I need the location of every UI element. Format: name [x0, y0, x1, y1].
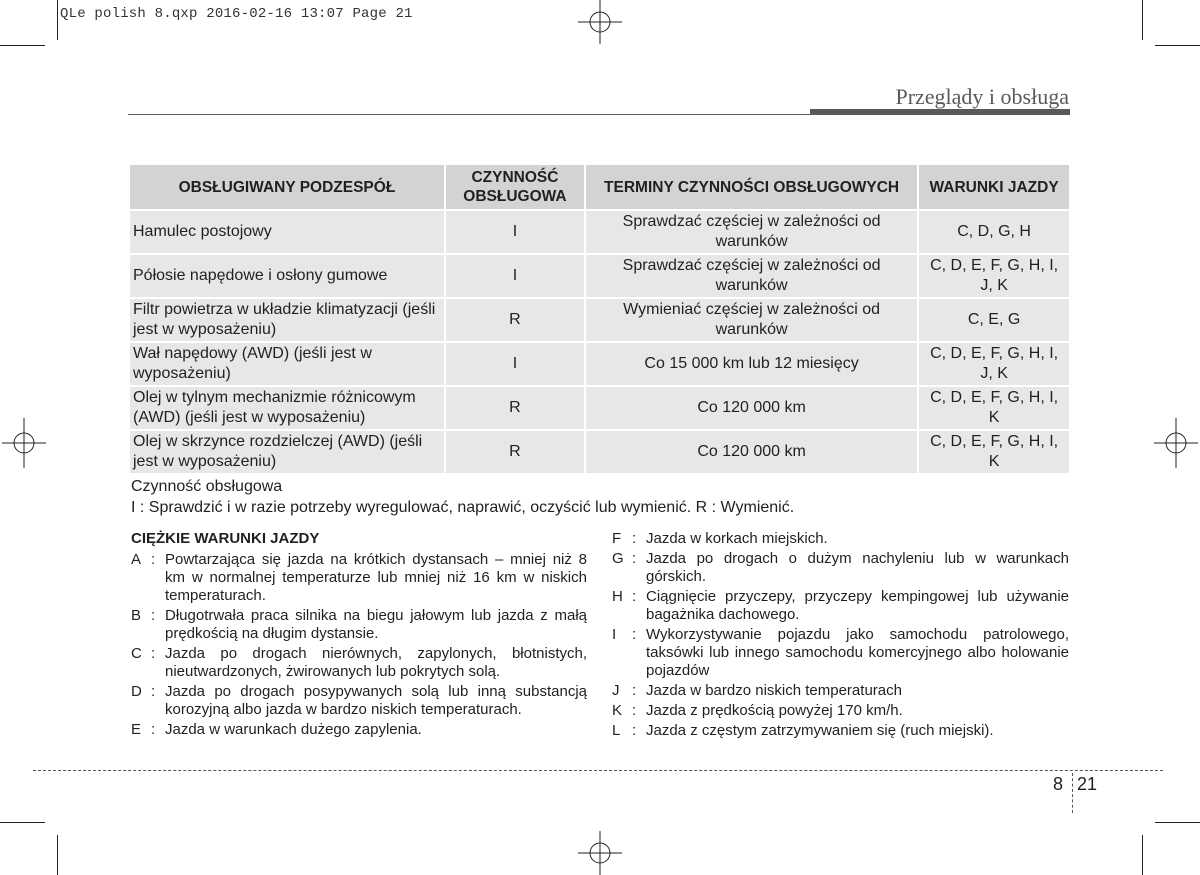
condition-text: Długotrwała praca silnika na biegu jałowym lub jazda z małą prędkością na długim dystansie. [165, 607, 587, 642]
footer-divider [33, 770, 1163, 771]
crop-mark [57, 0, 58, 40]
condition-item: H : Ciągnięcie przyczepy, przyczepy kempingowej lub używanie bagażnika dachowego. [612, 588, 1069, 623]
condition-text: Jazda w warunkach dużego zapylenia. [165, 721, 422, 738]
registration-mark-left [2, 416, 46, 470]
condition-text: Wykorzystywanie pojazdu jako samochodu patrolowego, taksówki lub innego samochodu komercyjnego albo holowanie pojazdów [646, 626, 1069, 679]
cell-terms: Co 120 000 km [586, 387, 917, 429]
cell-action: I [446, 343, 584, 385]
cell-component: Hamulec postojowy [130, 211, 444, 253]
cell-action: R [446, 299, 584, 341]
condition-item: B : Długotrwała praca silnika na biegu jałowym lub jazda z małą prędkością na długim dystansie. [131, 607, 587, 642]
conditions-title: CIĘŻKIE WARUNKI JAZDY [131, 530, 320, 547]
chapter-number: 8 [1053, 774, 1064, 794]
cell-terms: Wymieniać częściej w zależności od warunków [586, 299, 917, 341]
condition-item: E : Jazda w warunkach dużego zapylenia. [131, 721, 587, 739]
condition-item: K : Jazda z prędkością powyżej 170 km/h. [612, 702, 1069, 720]
crop-mark [57, 835, 58, 875]
registration-mark-top [573, 0, 627, 44]
column-header-terms: TERMINY CZYNNOŚCI OBSŁUGOWYCH [586, 165, 917, 209]
cell-terms: Sprawdzać częściej w zależności od warunków [586, 211, 917, 253]
action-legend [131, 476, 794, 518]
condition-item: C : Jazda po drogach nierównych, zapylonych, błotnistych, nieutwardzonych, żwirowanych lub pokrytych solą. [131, 645, 587, 680]
cell-component: Olej w tylnym mechanizmie różnicowym (AWD) (jeśli jest w wyposażeniu) [130, 387, 444, 429]
condition-code: C [131, 645, 142, 662]
cell-component: Olej w skrzynce rozdzielczej (AWD) (jeśli jest w wyposażeniu) [130, 431, 444, 473]
condition-item: D : Jazda po drogach posypywanych solą lub inną substancją korozyjną albo jazda w bardzo niskich temperaturach. [131, 683, 587, 718]
condition-item: G : Jazda po drogach o dużym nachyleniu lub w warunkach górskich. [612, 550, 1069, 585]
condition-item: J : Jazda w bardzo niskich temperaturach [612, 682, 1069, 700]
condition-text: Jazda z prędkością powyżej 170 km/h. [646, 702, 903, 719]
condition-text: Jazda z częstym zatrzymywaniem się (ruch miejski). [646, 722, 994, 739]
cell-component: Półosie napędowe i osłony gumowe [130, 255, 444, 297]
cell-terms: Co 120 000 km [586, 431, 917, 473]
condition-text: Jazda w bardzo niskich temperaturach [646, 682, 902, 699]
condition-code: I [612, 626, 617, 643]
table-row [130, 299, 1069, 341]
column-header-action: CZYNNOŚĆ OBSŁUGOWA [446, 165, 584, 209]
condition-text: Jazda po drogach o dużym nachyleniu lub w warunkach górskich. [646, 550, 1069, 585]
table-header-row [130, 165, 1069, 209]
page-number: 21 [1077, 774, 1098, 794]
condition-code: E [131, 721, 142, 738]
crop-mark [0, 822, 45, 823]
cell-conditions: C, D, E, F, G, H, I, J, K [919, 343, 1069, 385]
condition-code: F [612, 530, 622, 547]
condition-text: Ciągnięcie przyczepy, przyczepy kempingowej lub używanie bagażnika dachowego. [646, 588, 1069, 623]
title-rule-accent [810, 109, 1070, 115]
condition-code: D [131, 683, 142, 700]
column-header-component: OBSŁUGIWANY PODZESPÓŁ [130, 165, 444, 209]
condition-item: I : Wykorzystywanie pojazdu jako samochodu patrolowego, taksówki lub innego samochodu komercyjnego albo holowanie pojazdów [612, 626, 1069, 679]
crop-mark [1155, 822, 1200, 823]
table-row [130, 431, 1069, 473]
condition-text: Jazda po drogach posypywanych solą lub inną substancją korozyjną albo jazda w bardzo niskich temperaturach. [165, 683, 587, 718]
maintenance-table [128, 163, 1071, 475]
cell-conditions: C, D, E, F, G, H, I, K [919, 431, 1069, 473]
condition-text: Jazda w korkach miejskich. [646, 530, 828, 547]
registration-mark-bottom [573, 831, 627, 875]
cell-terms: Sprawdzać częściej w zależności od warunków [586, 255, 917, 297]
cell-action: R [446, 387, 584, 429]
table-row [130, 211, 1069, 253]
table-row [130, 255, 1069, 297]
cell-action: I [446, 255, 584, 297]
page-number-divider [1072, 773, 1073, 813]
crop-mark [1142, 835, 1143, 875]
registration-mark-right [1154, 416, 1198, 470]
column-header-conditions: WARUNKI JAZDY [919, 165, 1069, 209]
condition-code: H [612, 588, 623, 605]
crop-mark [0, 45, 45, 46]
cell-component: Filtr powietrza w układzie klimatyzacji (jeśli jest w wyposażeniu) [130, 299, 444, 341]
print-slug: QLe polish 8.qxp 2016-02-16 13:07 Page 21 [60, 6, 413, 22]
condition-code: A [131, 551, 142, 568]
condition-item: F : Jazda w korkach miejskich. [612, 530, 1069, 548]
condition-item: L : Jazda z częstym zatrzymywaniem się (ruch miejski). [612, 722, 1069, 740]
condition-item: A : Powtarzająca się jazda na krótkich dystansach – mniej niż 8 km w normalnej temperaturze lub mniej niż 16 km w niskich temperaturach. [131, 551, 587, 604]
table-row [130, 387, 1069, 429]
cell-component: Wał napędowy (AWD) (jeśli jest w wyposażeniu) [130, 343, 444, 385]
conditions-column-left [131, 530, 587, 741]
cell-action: I [446, 211, 584, 253]
cell-action: R [446, 431, 584, 473]
condition-code: K [612, 702, 623, 719]
condition-code: J [612, 682, 620, 699]
condition-text: Jazda po drogach nierównych, zapylonych, błotnistych, nieutwardzonych, żwirowanych lub pokrytych solą. [165, 645, 587, 680]
section-title: Przeglądy i obsługa [895, 84, 1069, 109]
crop-mark [1155, 45, 1200, 46]
conditions-column-right [612, 530, 1069, 742]
cell-conditions: C, D, G, H [919, 211, 1069, 253]
cell-terms: Co 15 000 km lub 12 miesięcy [586, 343, 917, 385]
legend-title: Czynność obsługowa [131, 478, 283, 495]
table-row [130, 343, 1069, 385]
condition-code: B [131, 607, 142, 624]
condition-code: L [612, 722, 621, 739]
cell-conditions: C, D, E, F, G, H, I, K [919, 387, 1069, 429]
cell-conditions: C, E, G [919, 299, 1069, 341]
legend-text: I : Sprawdzić i w razie potrzeby wyregulować, naprawić, oczyścić lub wymienić. R : Wymienić. [131, 499, 795, 516]
condition-text: Powtarzająca się jazda na krótkich dystansach – mniej niż 8 km w normalnej temperaturze lub mniej niż 16 km w niskich temperaturach. [165, 551, 587, 604]
cell-conditions: C, D, E, F, G, H, I, J, K [919, 255, 1069, 297]
crop-mark [1142, 0, 1143, 40]
condition-code: G [612, 550, 624, 567]
